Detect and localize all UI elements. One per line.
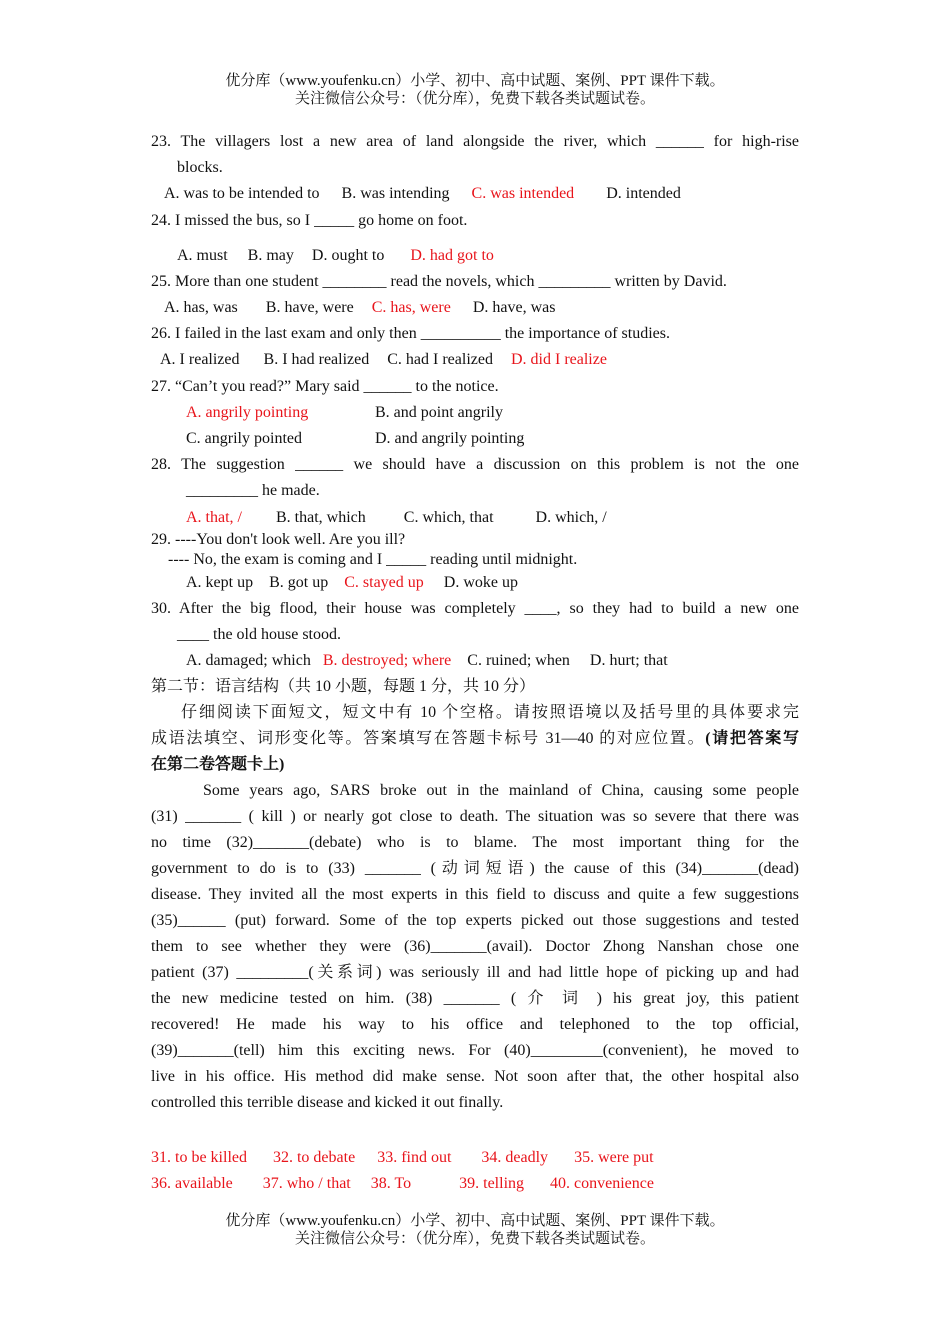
section2-intro-3: 在第二卷答题卡上) xyxy=(151,756,285,773)
passage-line: no time (32)_______(debate) who is to blame. The most important thing for the xyxy=(151,834,799,851)
answer-36: 36. available xyxy=(151,1175,233,1192)
answer-31: 31. to be killed xyxy=(151,1149,247,1166)
q25-option-b: B. have, were xyxy=(265,299,354,316)
answer-32: 32. to debate xyxy=(272,1149,356,1166)
passage-line: (31) _______ ( kill ) or nearly got close to death. The situation was so severe that there was xyxy=(151,808,799,825)
q29-stem-1: 29. ----You don't look well. Are you ill? xyxy=(151,531,406,548)
answer-34: 34. deadly xyxy=(481,1149,549,1166)
q28-option-b: B. that, which xyxy=(276,509,366,526)
answer-38: 38. To xyxy=(370,1175,412,1192)
passage-line: disease. They invited all the most experts in this field to discuss and quite a few suggestions xyxy=(151,886,799,903)
q26-option-a: A. I realized xyxy=(160,351,240,368)
passage-line: recovered! He made his way to his office and telephoned to the top official, xyxy=(151,1016,799,1033)
q24-option-a: A. must xyxy=(177,247,228,264)
q27-option-d: D. and angrily pointing xyxy=(375,430,525,447)
footer-line-1: 优分库（www.youfenku.cn）小学、初中、高中试题、案例、PPT 课件下载。 xyxy=(225,1213,725,1229)
q30-option-d: D. hurt; that xyxy=(589,652,668,669)
q29-option-a: A. kept up xyxy=(186,574,254,591)
q25-option-c: C. has, were xyxy=(371,299,451,316)
q30-option-b: B. destroyed; where xyxy=(322,652,452,669)
answers-row-2 xyxy=(151,1174,654,1194)
header-line-2: 关注微信公众号：（优分库），免费下载各类试题试卷。 xyxy=(294,91,655,107)
q25-option-d: D. have, was xyxy=(472,299,556,316)
q30-stem-2: ____ the old house stood. xyxy=(177,626,341,643)
q26-option-b: B. I had realized xyxy=(263,351,370,368)
q26-option-d: D. did I realize xyxy=(510,351,607,368)
q26-option-c: C. had I realized xyxy=(387,351,493,368)
passage-line: them to see whether they were (36)_______(avail). Doctor Zhong Nanshan chose one xyxy=(151,938,799,955)
q27-stem: 27. “Can’t you read?” Mary said ______ to the notice. xyxy=(151,378,499,395)
q25-option-a: A. has, was xyxy=(164,299,238,316)
q30-stem-1: 30. After the big flood, their house was completely ____, so they had to build a new one xyxy=(151,600,799,617)
q26-options xyxy=(160,350,607,370)
q25-stem: 25. More than one student ________ read the novels, which _________ written by David. xyxy=(151,273,727,290)
passage-line: controlled this terrible disease and kicked it out finally. xyxy=(151,1094,504,1111)
passage-line: patient (37) _________(关系词) was seriously ill and had little hope of picking up and had xyxy=(151,964,799,981)
q27-option-b: B. and point angrily xyxy=(375,404,503,421)
q23-options xyxy=(164,184,681,204)
q29-options xyxy=(186,573,518,593)
q23-option-a: A. was to be intended to xyxy=(164,185,320,202)
answer-37: 37. who / that xyxy=(262,1175,351,1192)
passage-line: (39)_______(tell) him this exciting news. For (40)_________(convenient), he moved to xyxy=(151,1042,799,1059)
q28-stem-blank: ______ xyxy=(295,456,344,473)
q24-stem: 24. I missed the bus, so I _____ go home on foot. xyxy=(151,212,468,229)
page-header xyxy=(0,72,950,108)
q23-option-b: B. was intending xyxy=(341,185,450,202)
q30-options xyxy=(186,651,668,671)
q30-option-c: C. ruined; when xyxy=(467,652,570,669)
header-line-1: 优分库（www.youfenku.cn）小学、初中、高中试题、案例、PPT 课件下载。 xyxy=(225,73,725,89)
answer-35: 35. were put xyxy=(574,1149,654,1166)
q28-stem-part-2: we should have a discussion on this problem is not the one xyxy=(353,456,800,473)
q30-option-a: A. damaged; which xyxy=(186,652,311,669)
q23-option-c: C. was intended xyxy=(471,185,575,202)
q29-option-b: B. got up xyxy=(269,574,329,591)
q28-option-d: D. which, / xyxy=(535,509,607,526)
answers-row-1 xyxy=(151,1148,654,1168)
q27-option-c: C. angrily pointed xyxy=(186,430,302,447)
q23-option-d: D. intended xyxy=(606,185,681,202)
cloze-passage xyxy=(151,778,799,1116)
q24-option-b: B. may xyxy=(247,247,294,264)
q28-stem-part-1: 28. The suggestion xyxy=(151,456,285,473)
q28-stem-2: _________ he made. xyxy=(186,482,320,499)
q24-option-d: D. had got to xyxy=(410,247,494,264)
answer-33: 33. find out xyxy=(377,1149,452,1166)
q29-stem-2: ---- No, the exam is coming and I _____ reading until midnight. xyxy=(168,551,578,568)
section2-title: 第二节：语言结构（共 10 小题，每题 1 分，共 10 分） xyxy=(151,678,536,695)
passage-line: (35)______ (put) forward. Some of the top experts picked out those suggestions and tested xyxy=(151,912,799,929)
answer-40: 40. convenience xyxy=(550,1175,654,1192)
q23-stem-1: 23. The villagers lost a new area of land alongside the river, which ______ for high-rise xyxy=(151,133,799,150)
q28-stem-1 xyxy=(151,455,799,475)
q28-options xyxy=(186,508,607,528)
q26-stem: 26. I failed in the last exam and only then __________ the importance of studies. xyxy=(151,325,670,342)
q24-options xyxy=(177,246,494,266)
section2-intro-2 xyxy=(151,729,799,749)
footer-line-2: 关注微信公众号：（优分库），免费下载各类试题试卷。 xyxy=(294,1231,655,1247)
q28-option-c: C. which, that xyxy=(403,509,494,526)
section2-intro-2a: 成语法填空、词形变化等。答案填写在答题卡标号 31—40 的对应位置。 xyxy=(151,730,706,747)
q24-option-c: D. ought to xyxy=(311,247,385,264)
section2-intro-2b: (请把答案写 xyxy=(705,730,799,747)
section2-intro-1: 仔细阅读下面短文，短文中有 10 个空格。请按照语境以及括号里的具体要求完 xyxy=(181,704,799,721)
page-footer xyxy=(0,1212,950,1248)
passage-line: government to do is to (33) _______ (动词短语) the cause of this (34)_______(dead) xyxy=(151,860,799,877)
passage-line: the new medicine tested on him. (38) _______ ( 介 词 ) his great joy, this patient xyxy=(151,990,799,1007)
passage-line: Some years ago, SARS broke out in the mainland of China, causing some people xyxy=(203,782,799,799)
q25-options xyxy=(164,298,555,318)
q27-option-a: A. angrily pointing xyxy=(186,404,309,421)
q29-option-c: C. stayed up xyxy=(344,574,424,591)
passage-line: live in his office. His method did make sense. Not soon after that, the other hospital also xyxy=(151,1068,799,1085)
q29-option-d: D. woke up xyxy=(443,574,518,591)
q23-stem-2: blocks. xyxy=(177,159,223,176)
q28-option-a: A. that, / xyxy=(186,509,242,526)
answer-39: 39. telling xyxy=(459,1175,525,1192)
